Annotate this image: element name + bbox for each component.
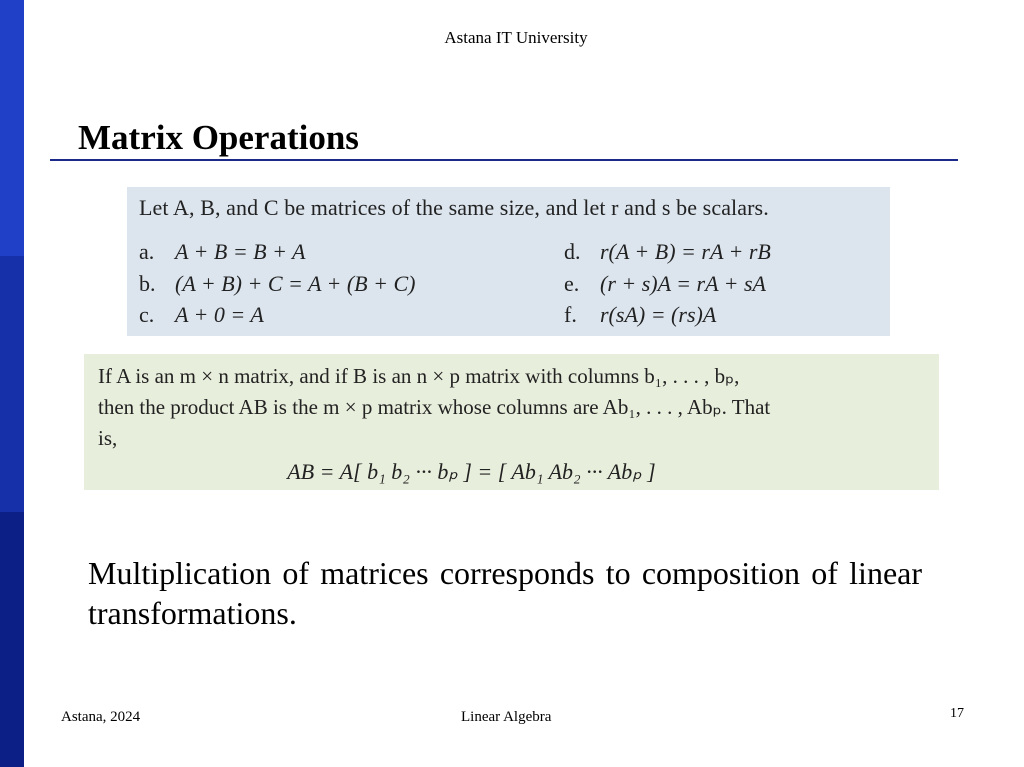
property-label: c. <box>139 302 155 327</box>
property-item <box>139 271 415 297</box>
definition-line-3: is, <box>98 426 118 450</box>
property-equation: A + 0 = A <box>175 302 264 327</box>
property-equation: r(sA) = (rs)A <box>600 302 717 327</box>
body-paragraph: Multiplication of matrices corresponds to composition of linear transformations. <box>88 555 922 631</box>
property-label: d. <box>564 239 581 264</box>
theorem-box <box>127 187 890 336</box>
sidebar-accent-middle <box>0 256 24 512</box>
property-item <box>564 239 771 265</box>
definition-line-1: If A is an m × n matrix, and if B is an n × p matrix with columns b₁, . . . , bₚ, <box>98 364 740 388</box>
property-item <box>564 271 766 297</box>
product-formula: AB = A[ b₁ b₂ ··· bₚ ] = [ Ab₁ Ab₂ ··· Abₚ ] <box>287 459 656 484</box>
property-equation: (r + s)A = rA + sA <box>600 271 766 296</box>
page-number: 17 <box>950 706 964 721</box>
property-label: e. <box>564 271 580 296</box>
property-equation: (A + B) + C = A + (B + C) <box>175 271 416 296</box>
definition-box <box>84 354 939 490</box>
property-equation: A + B = B + A <box>175 239 306 264</box>
property-item <box>564 302 716 328</box>
theorem-intro: Let A, B, and C be matrices of the same size, and let r and s be scalars. <box>139 195 769 220</box>
property-item <box>139 239 306 265</box>
definition-line-2: then the product AB is the m × p matrix whose columns are Ab₁, . . . , Abₚ. That <box>98 395 771 419</box>
sidebar-accent-bottom <box>0 512 24 767</box>
property-label: a. <box>139 239 155 264</box>
property-label: b. <box>139 271 156 296</box>
slide-header: Astana IT University <box>444 28 588 47</box>
footer-course: Linear Algebra <box>461 709 552 725</box>
footer-location-date: Astana, 2024 <box>61 709 141 725</box>
property-equation: r(A + B) = rA + rB <box>600 239 771 264</box>
property-item <box>139 302 264 328</box>
slide-title: Matrix Operations <box>78 118 359 157</box>
property-label: f. <box>564 302 577 327</box>
title-underline <box>50 159 958 161</box>
